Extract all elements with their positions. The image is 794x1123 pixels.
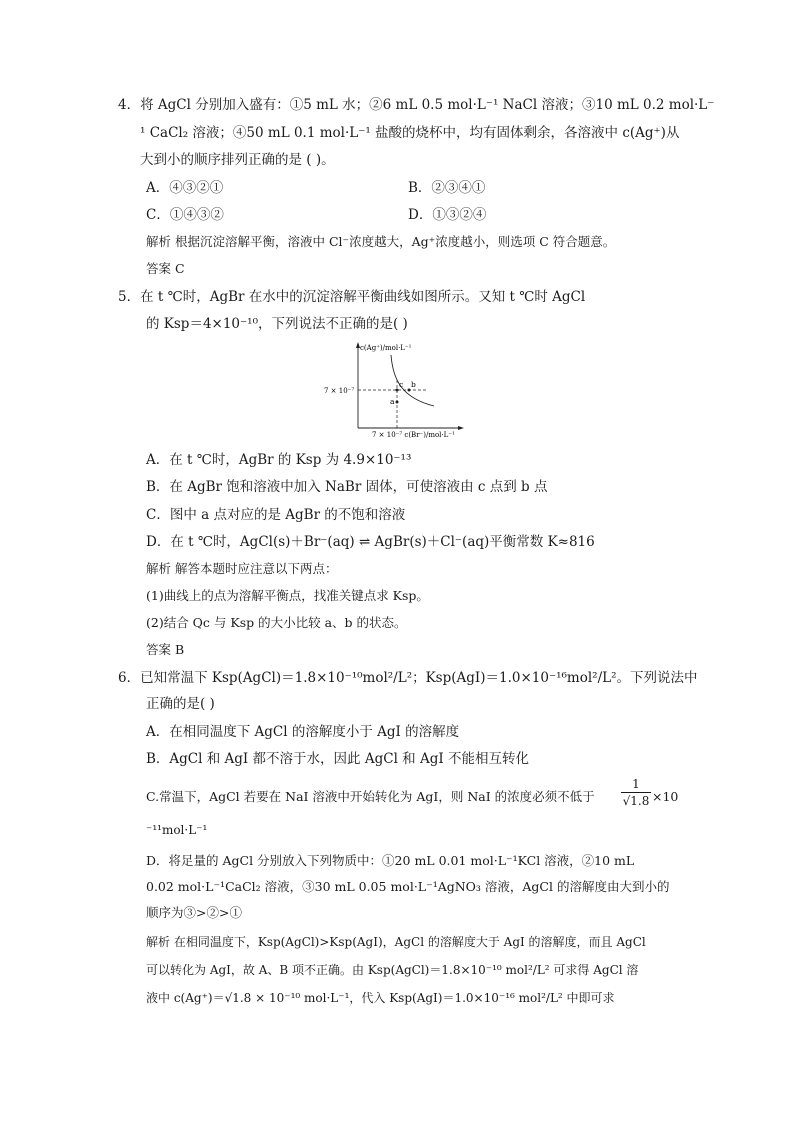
- chart-ylabel: c(Ag⁺)/mol·L⁻¹: [360, 344, 412, 352]
- x-axis-arrow: [458, 426, 464, 430]
- q5-option-d: D．在 t ℃时，AgCl(s)＋Br⁻(aq) ⇌ AgBr(s)＋Cl⁻(aq)平衡常数 K≈816: [146, 534, 595, 550]
- q6-option-d-line2: 0.02 mol·L⁻¹CaCl₂ 溶液，③30 mL 0.05 mol·L⁻¹AgNO₃ 溶液，AgCl 的溶解度由大到小的: [146, 879, 670, 894]
- q4-stem-line3: 大到小的顺序排列正确的是 ( )。: [140, 152, 335, 168]
- q6-analysis-line1: 解析 在相同温度下，Ksp(AgCl)>Ksp(AgI)，AgCl 的溶解度大于 AgI 的溶解度，而且 AgCl: [146, 935, 646, 949]
- q5-stem-line2: 的 Ksp＝4×10⁻¹⁰，下列说法不正确的是( ): [146, 316, 408, 332]
- label-point-c: c: [399, 380, 404, 389]
- q4-analysis: 解析 根据沉淀溶解平衡，溶液中 Cl⁻浓度越大，Ag⁺浓度越小，则选项 C 符合题意。: [146, 234, 616, 249]
- q6-option-d-line3: 顺序为③>②>①: [146, 905, 242, 920]
- chart-ytick: 7 × 10⁻⁷: [324, 387, 355, 395]
- solubility-curve-figure: [318, 340, 468, 440]
- label-point-b: b: [411, 380, 416, 389]
- q5-analysis-line3: (2)结合 Qc 与 Ksp 的大小比较 a、b 的状态。: [146, 615, 407, 630]
- q4-stem-line1: 4．将 AgCl 分别加入盛有：①5 mL 水；②6 mL 0.5 mol·L⁻¹ NaCl 溶液；③10 mL 0.2 mol·L⁻: [118, 97, 715, 113]
- q5-answer: 答案 B: [146, 642, 185, 657]
- q4-option-d: D．①③②④: [408, 207, 487, 223]
- q6-analysis-line3: 液中 c(Ag⁺)＝√1.8 × 10⁻¹⁰ mol·L⁻¹，代入 Ksp(AgI)＝1.0×10⁻¹⁶ mol²/L² 中即可求: [146, 991, 615, 1005]
- q6-option-c-line1: C.常温下，AgCl 若要在 NaI 溶液中开始转化为 AgI，则 NaI 的浓度必须不低于: [146, 789, 595, 804]
- q6-option-c-tail: ×10: [652, 789, 679, 804]
- q4-option-c: C．①④③②: [146, 207, 224, 223]
- q4-option-b: B．②③④①: [408, 180, 486, 196]
- q6-analysis-line2: 可以转化为 AgI，故 A、B 项不正确。由 Ksp(AgCl)＝1.8×10⁻¹⁰ mol²/L² 可求得 AgCl 溶: [146, 963, 639, 977]
- q6-stem-line1: 6．已知常温下 Ksp(AgCl)＝1.8×10⁻¹⁰mol²/L²；Ksp(AgI)＝1.0×10⁻¹⁶mol²/L²。下列说法中: [118, 670, 698, 686]
- chart-xlabel: 7 × 10⁻⁷ c(Br⁻)/mol·L⁻¹: [372, 431, 455, 439]
- point-a-marker: [396, 401, 399, 404]
- q6-stem-line2: 正确的是( ): [146, 696, 215, 712]
- q5-option-c: C．图中 a 点对应的是 AgBr 的不饱和溶液: [146, 507, 406, 523]
- q4-stem-line2: ¹ CaCl₂ 溶液；④50 mL 0.1 mol·L⁻¹ 盐酸的烧杯中，均有固体剩余，各溶液中 c(Ag⁺)从: [140, 125, 680, 141]
- q4-option-a: A．④③②①: [146, 180, 224, 196]
- label-point-a: a: [390, 397, 395, 406]
- q5-option-a: A．在 t ℃时，AgBr 的 Ksp 为 4.9×10⁻¹³: [146, 452, 412, 468]
- q6-option-c-fraction: [621, 776, 651, 809]
- q6-option-d-line1: D．将足量的 AgCl 分别放入下列物质中：①20 mL 0.01 mol·L⁻¹KCl 溶液，②10 mL: [146, 853, 635, 868]
- fraction-numerator: 1: [632, 777, 640, 791]
- q4-answer: 答案 C: [146, 261, 185, 276]
- fraction-denominator: √1.8: [622, 794, 650, 808]
- q6-option-c-line2: ⁻¹¹mol·L⁻¹: [146, 823, 208, 837]
- q5-analysis-line2: (1)曲线上的点为溶解平衡点，找准关键点求 Ksp。: [146, 588, 429, 603]
- q5-analysis-line1: 解析 解答本题时应注意以下两点：: [146, 561, 338, 576]
- q5-stem-line1: 5．在 t ℃时，AgBr 在水中的沉淀溶解平衡曲线如图所示。又知 t ℃时 AgCl: [118, 289, 586, 305]
- q6-option-b: B．AgCl 和 AgI 都不溶于水，因此 AgCl 和 AgI 不能相互转化: [146, 751, 529, 767]
- q5-option-b: B．在 AgBr 饱和溶液中加入 NaBr 固体，可使溶液由 c 点到 b 点: [146, 479, 548, 495]
- q6-option-a: A．在相同温度下 AgCl 的溶解度小于 AgI 的溶解度: [146, 724, 460, 740]
